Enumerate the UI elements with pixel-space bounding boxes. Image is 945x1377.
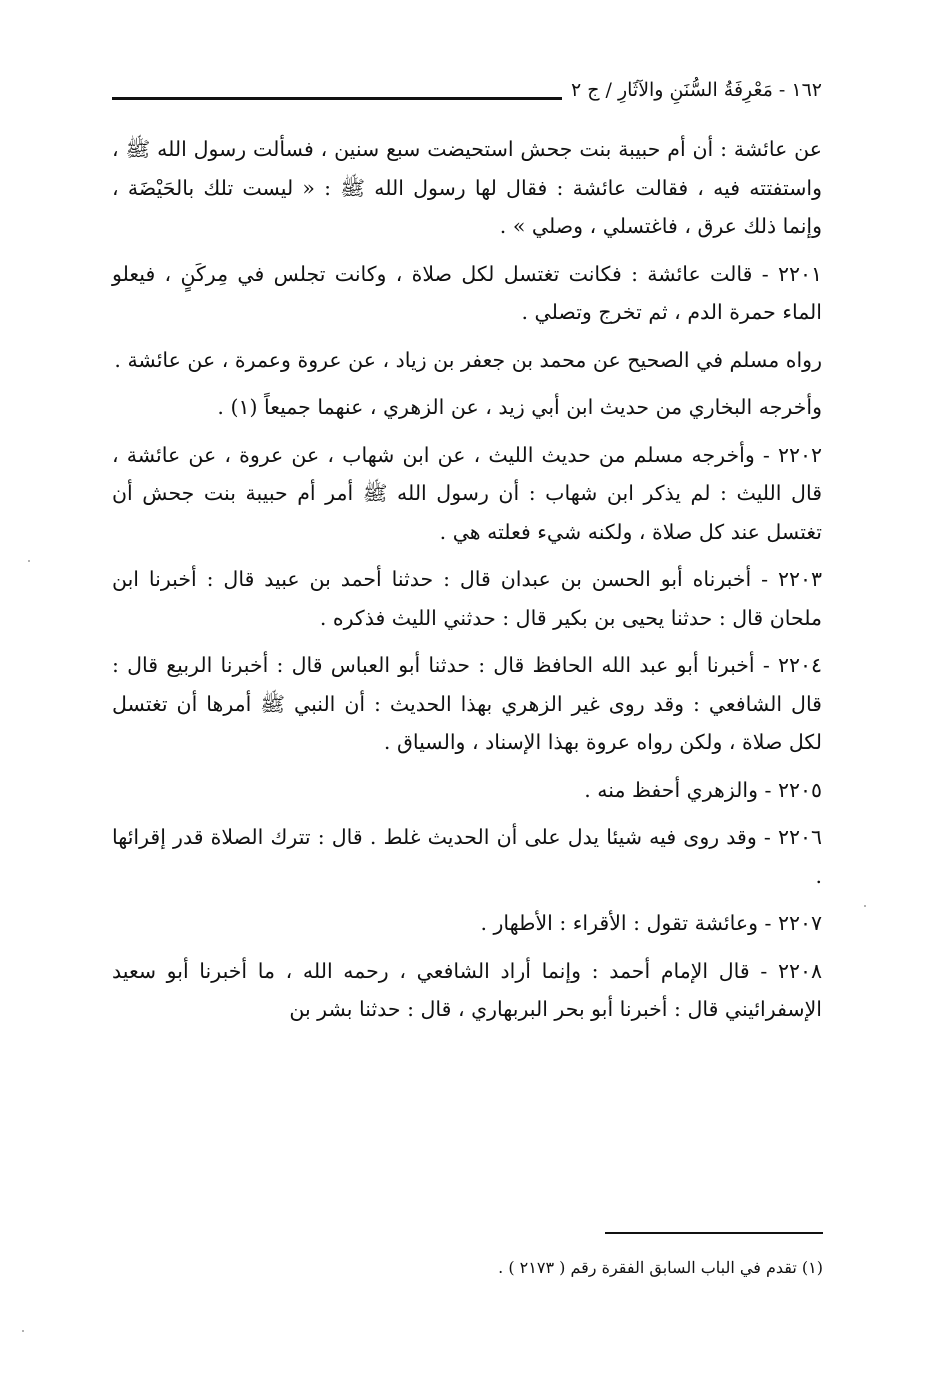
scan-speck	[28, 560, 30, 562]
footnote-rule	[605, 1232, 823, 1234]
paragraph-2208: ٢٢٠٨ - قال الإمام أحمد : وإنما أراد الشافعي ، رحمه الله ، ما أخبرنا أبو سعيد الإسفرائيني قال : أخبرنا أبو بحر البربهاري ، قال : حدثنا بشر بن	[112, 958, 822, 1021]
page-header	[112, 78, 822, 112]
header-rule	[112, 97, 562, 100]
running-title: ١٦٢ - مَعْرِفَةُ السُّنَنِ والآثَارِ / ج ٢	[570, 79, 822, 101]
paragraph-riwaya-muslim: رواه مسلم في الصحيح عن محمد بن جعفر بن زياد ، عن عروة وعمرة ، عن عائشة .	[114, 347, 822, 372]
paragraph-2206: ٢٢٠٦ - وقد روى فيه شيئا يدل على أن الحديث غلط . قال : تترك الصلاة قدر إقرائها .	[112, 825, 822, 888]
paragraph-2207: ٢٢٠٧ - وعائشة تقول : الأقراء : الأطهار .	[480, 911, 822, 935]
scan-speck	[22, 1330, 24, 1332]
paragraph-intro: عن عائشة : أن أم حبيبة بنت جحش استحيضت سبع سنين ، فسألت رسول الله ﷺ ، واستفتته فيه ، فقالت عائشة : فقال لها رسول الله ﷺ : « ليست تلك بالحَيْضَة ، وإنما ذلك عرق ، فاغتسلي ، وصلي » .	[112, 137, 822, 238]
scan-speck	[864, 905, 866, 907]
paragraph-2203: ٢٢٠٣ - أخبرناه أبو الحسن بن عبدان قال : حدثنا أحمد بن عبيد قال : أخبرنا ابن ملحان قال : حدثنا يحيى بن بكير قال : حدثني الليث فذكره .	[112, 567, 822, 630]
paragraph-2201: ٢٢٠١ - قالت عائشة : فكانت تغتسل لكل صلاة ، وكانت تجلس في مِركَنٍ ، فيعلو الماء حمرة الدم ، ثم تخرج وتصلي .	[112, 261, 822, 324]
paragraph-2202: ٢٢٠٢ - وأخرجه مسلم من حديث الليث ، عن ابن شهاب ، عن عروة ، عن عائشة ، قال الليث : لم يذكر ابن شهاب : أن رسول الله ﷺ أمر أم حبيبة بنت جحش أن تغتسل عند كل صلاة ، ولكنه شيء فعلته هي .	[112, 442, 822, 544]
paragraph-2204: ٢٢٠٤ - أخبرنا أبو عبد الله الحافظ قال : حدثنا أبو العباس قال : أخبرنا الربيع قال : قال الشافعي : وقد روى غير الزهري بهذا الحديث : أن النبي ﷺ أمرها أن تغتسل لكل صلاة ، ولكن رواه عروة بهذا الإسناد ، والسياق .	[112, 653, 822, 754]
main-text	[112, 130, 822, 1029]
paragraph-akhraja-bukhari: وأخرجه البخاري من حديث ابن أبي زيد ، عن الزهري ، عنهما جميعاً (١) .	[217, 395, 822, 419]
paragraph-2205: ٢٢٠٥ - والزهري أحفظ منه .	[584, 777, 822, 802]
footnote-1: (١) تقدم في الباب السابق الفقرة رقم ( ٢١٧٣ ) .	[498, 1258, 823, 1277]
